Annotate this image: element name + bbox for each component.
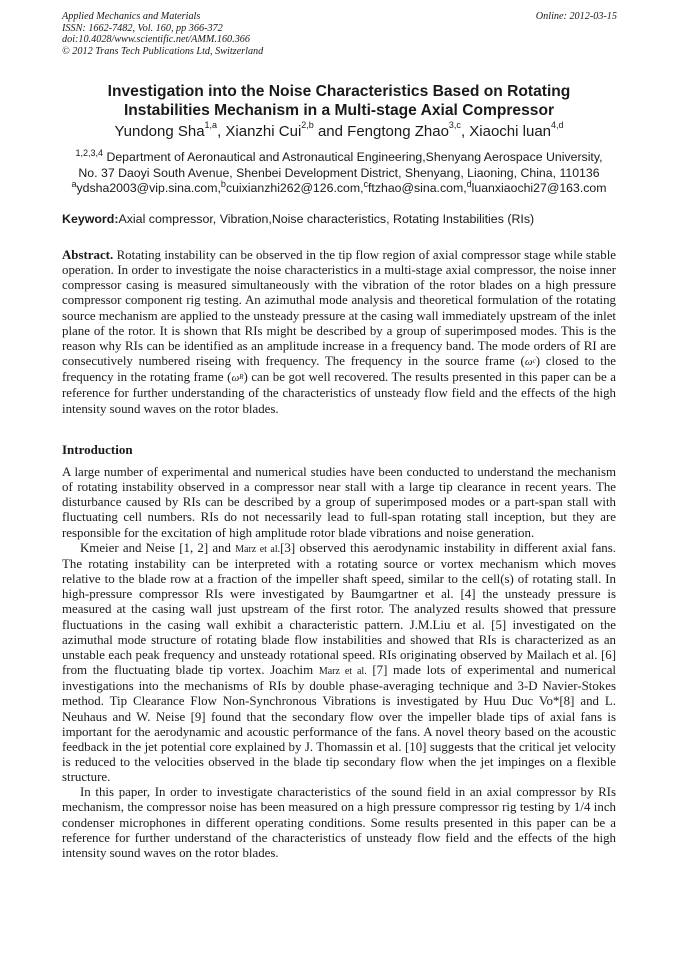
intro-paragraph-3: In this paper, In order to investigate characteristics of the sound field in an axial compressor by RIs mechanism, the compressor noise has been measured on a high pressure compressor rig testing by 1/4 inch condenser microphones in different operating conditions. Some results presented in this paper can be a reference for further understand of the characteristics of unsteady flow field and the effects of the high intensity sound waves on the rotor blades. xyxy=(62,785,616,860)
affiliation-line-2: No. 37 Daoyi South Avenue, Shenbei Development District, Shenyang, Liaoning, China, 110136 xyxy=(78,165,600,180)
author-separator: and xyxy=(313,123,348,140)
abstract-text-1: Rotating instability can be observed in the tip flow region of axial compressor stage while stable operation. In order to investigate the noise characteristics in a multi-stage axial compressor, the noise inner compressor casing is measured simultaneously with the vibration of the rotor blades on a high pressure compressor component rig testing. An azimuthal mode analysis and theoretical formulation of the rotating source mechanism are applied to the unsteady pressure at the casing wall immediately upstream of the inlet plane of the rotor. It is shown that RIs might be described by a group of superimposed modes. This is the reason why RIs can be identified as an amplitude increase in a frequency band. The mode orders of RI are consecutively numbered riseing with frequency. The frequency in the source frame ( xyxy=(62,248,616,369)
affiliation-line-1 xyxy=(40,150,638,166)
author-name: Xianzhi Cui xyxy=(225,123,302,140)
section-heading-introduction: Introduction xyxy=(62,442,133,457)
email-address: luanxiaochi27@163.com xyxy=(471,181,607,196)
intro-paragraph-1: A large number of experimental and numerical studies have been conducted to understand the mechanism of rotating instability observed in a compressor near stall with a large tip clearance in recent years. The disturbance caused by RIs can be described by a group of superimposed modes or a part-span stall with fluctuating cell numbers. RIs do not necessarily lead to full-span rotating stall inception, but they are responsible for the excitation of high amplitude rotor blade vibrations and noise generation. xyxy=(62,465,616,540)
doi-line: doi:10.4028/www.scientific.net/AMM.160.366 xyxy=(62,34,250,46)
author-separator: , xyxy=(217,123,226,140)
author-superscript: 4,d xyxy=(551,120,564,130)
abstract-text-2: ) closed to the frequency in the rotating frame ( xyxy=(62,354,617,385)
email-superscript: b xyxy=(220,179,226,190)
paper-title xyxy=(40,82,638,120)
email-superscript: a xyxy=(71,179,77,190)
affiliation xyxy=(40,150,638,197)
keywords xyxy=(62,212,622,227)
issn-line: ISSN: 1662-7482, Vol. 160, pp 366-372 xyxy=(62,22,223,34)
online-date: Online: 2012-03-15 xyxy=(535,11,617,22)
keyword-label: Keyword: xyxy=(62,212,119,226)
author-superscript: 1,a xyxy=(204,120,218,130)
keyword-text: Axial compressor, Vibration,Noise characteristics, Rotating Instabilities (RIs) xyxy=(118,212,535,226)
abstract-text-3: ) can be got well recovered. The results presented in this paper can be a reference for further understanding of the characteristics of unsteady flow field and the effects of the high intensity sound waves on the rotor blades. xyxy=(62,370,616,416)
affiliation-text: Department of Aeronautical and Astronautical Engineering,Shenyang Aerospace University, xyxy=(103,150,603,164)
abstract-label: Abstract. xyxy=(62,248,114,262)
journal-name: Applied Mechanics and Materials xyxy=(62,11,201,22)
title-line-2: Instabilities Mechanism in a Multi-stage Axial Compressor xyxy=(123,102,555,119)
author-name: Xiaochi luan xyxy=(469,123,552,140)
author-name: Yundong Sha xyxy=(114,123,205,140)
author-separator: , xyxy=(460,123,470,140)
email-address: cuixianzhi262@126.com, xyxy=(225,181,364,196)
abstract xyxy=(62,248,616,417)
author-superscript: 3,c xyxy=(448,120,461,130)
omega-rotating-symbol: $\omega^R$ xyxy=(231,372,244,385)
author-name: Fengtong Zhao xyxy=(347,123,449,140)
intro-paragraph-2: Kmeier and Neise [1, 2] and Marz et al.[3] observed this aerodynamic instability in different axial fans. The rotating instability can be interpreted with a rotating source or vortex mechanism which moves relative to the blade row at a fraction of the impeller shaft speed, similar to the cell(s) of rotating stall. In high-pressure compressor RIs were investigated by Baumgartner et al. [4] the unsteady pressure is measured at the casing wall just upstream of the first rotor. The analyzed results showed that pressure fluctuations in the casing wall exhibit a characteristic pattern. J.M.Liu et al. [5] investigated on the azimuthal mode structure of rotating blade flow instabilities and showed that RIs is characterized as an unstable each peak frequency and unsteady rotational speed. RIs originating observed by Mailach et al. [6] from the fluctuating blade tip vortex. Joachim Marz et al. [7] made lots of experimental and numerical investigations into the mechanisms of RIs by double phase-averaging technique and 3-D Navier-Stokes method. Tip Clearance Flow Non-Synchronous Vibrations is investigated by Huu Duc Vo*[8] and L. Neuhaus and W. Neise [9] found that the secondary flow over the impeller blade tips of axial fans is important for the aerodynamic and acoustic performance of the fans. A novel theory based on the acoustic feedback in the jet potential core explained by J. Thomassin et al. [10] suggests that the critical jet velocity is reduced to the velocities observed in the blade tip secondary flow when the jet impinges on a flexible structure. xyxy=(62,540,616,785)
email-superscript: c xyxy=(363,179,369,190)
omega-source-symbol: $\omega^c$ xyxy=(524,356,536,369)
citation-marz: Marz et al. xyxy=(235,543,281,555)
introduction-body xyxy=(62,465,616,861)
email-address: ydsha2003@vip.sina.com, xyxy=(76,181,221,196)
email-superscript: d xyxy=(466,179,472,190)
email-line xyxy=(40,181,638,197)
email-address: ftzhao@sina.com, xyxy=(368,181,467,196)
affiliation-superscript: 1,2,3,4 xyxy=(75,148,104,158)
citation-marz: Marz et al. xyxy=(318,666,367,678)
copyright-line: © 2012 Trans Tech Publications Ltd, Switzerland xyxy=(62,45,264,57)
journal-header xyxy=(62,11,617,57)
author-superscript: 2,b xyxy=(301,120,314,130)
title-line-1: Investigation into the Noise Characteristics Based on Rotating xyxy=(107,83,571,100)
author-list xyxy=(30,122,648,142)
